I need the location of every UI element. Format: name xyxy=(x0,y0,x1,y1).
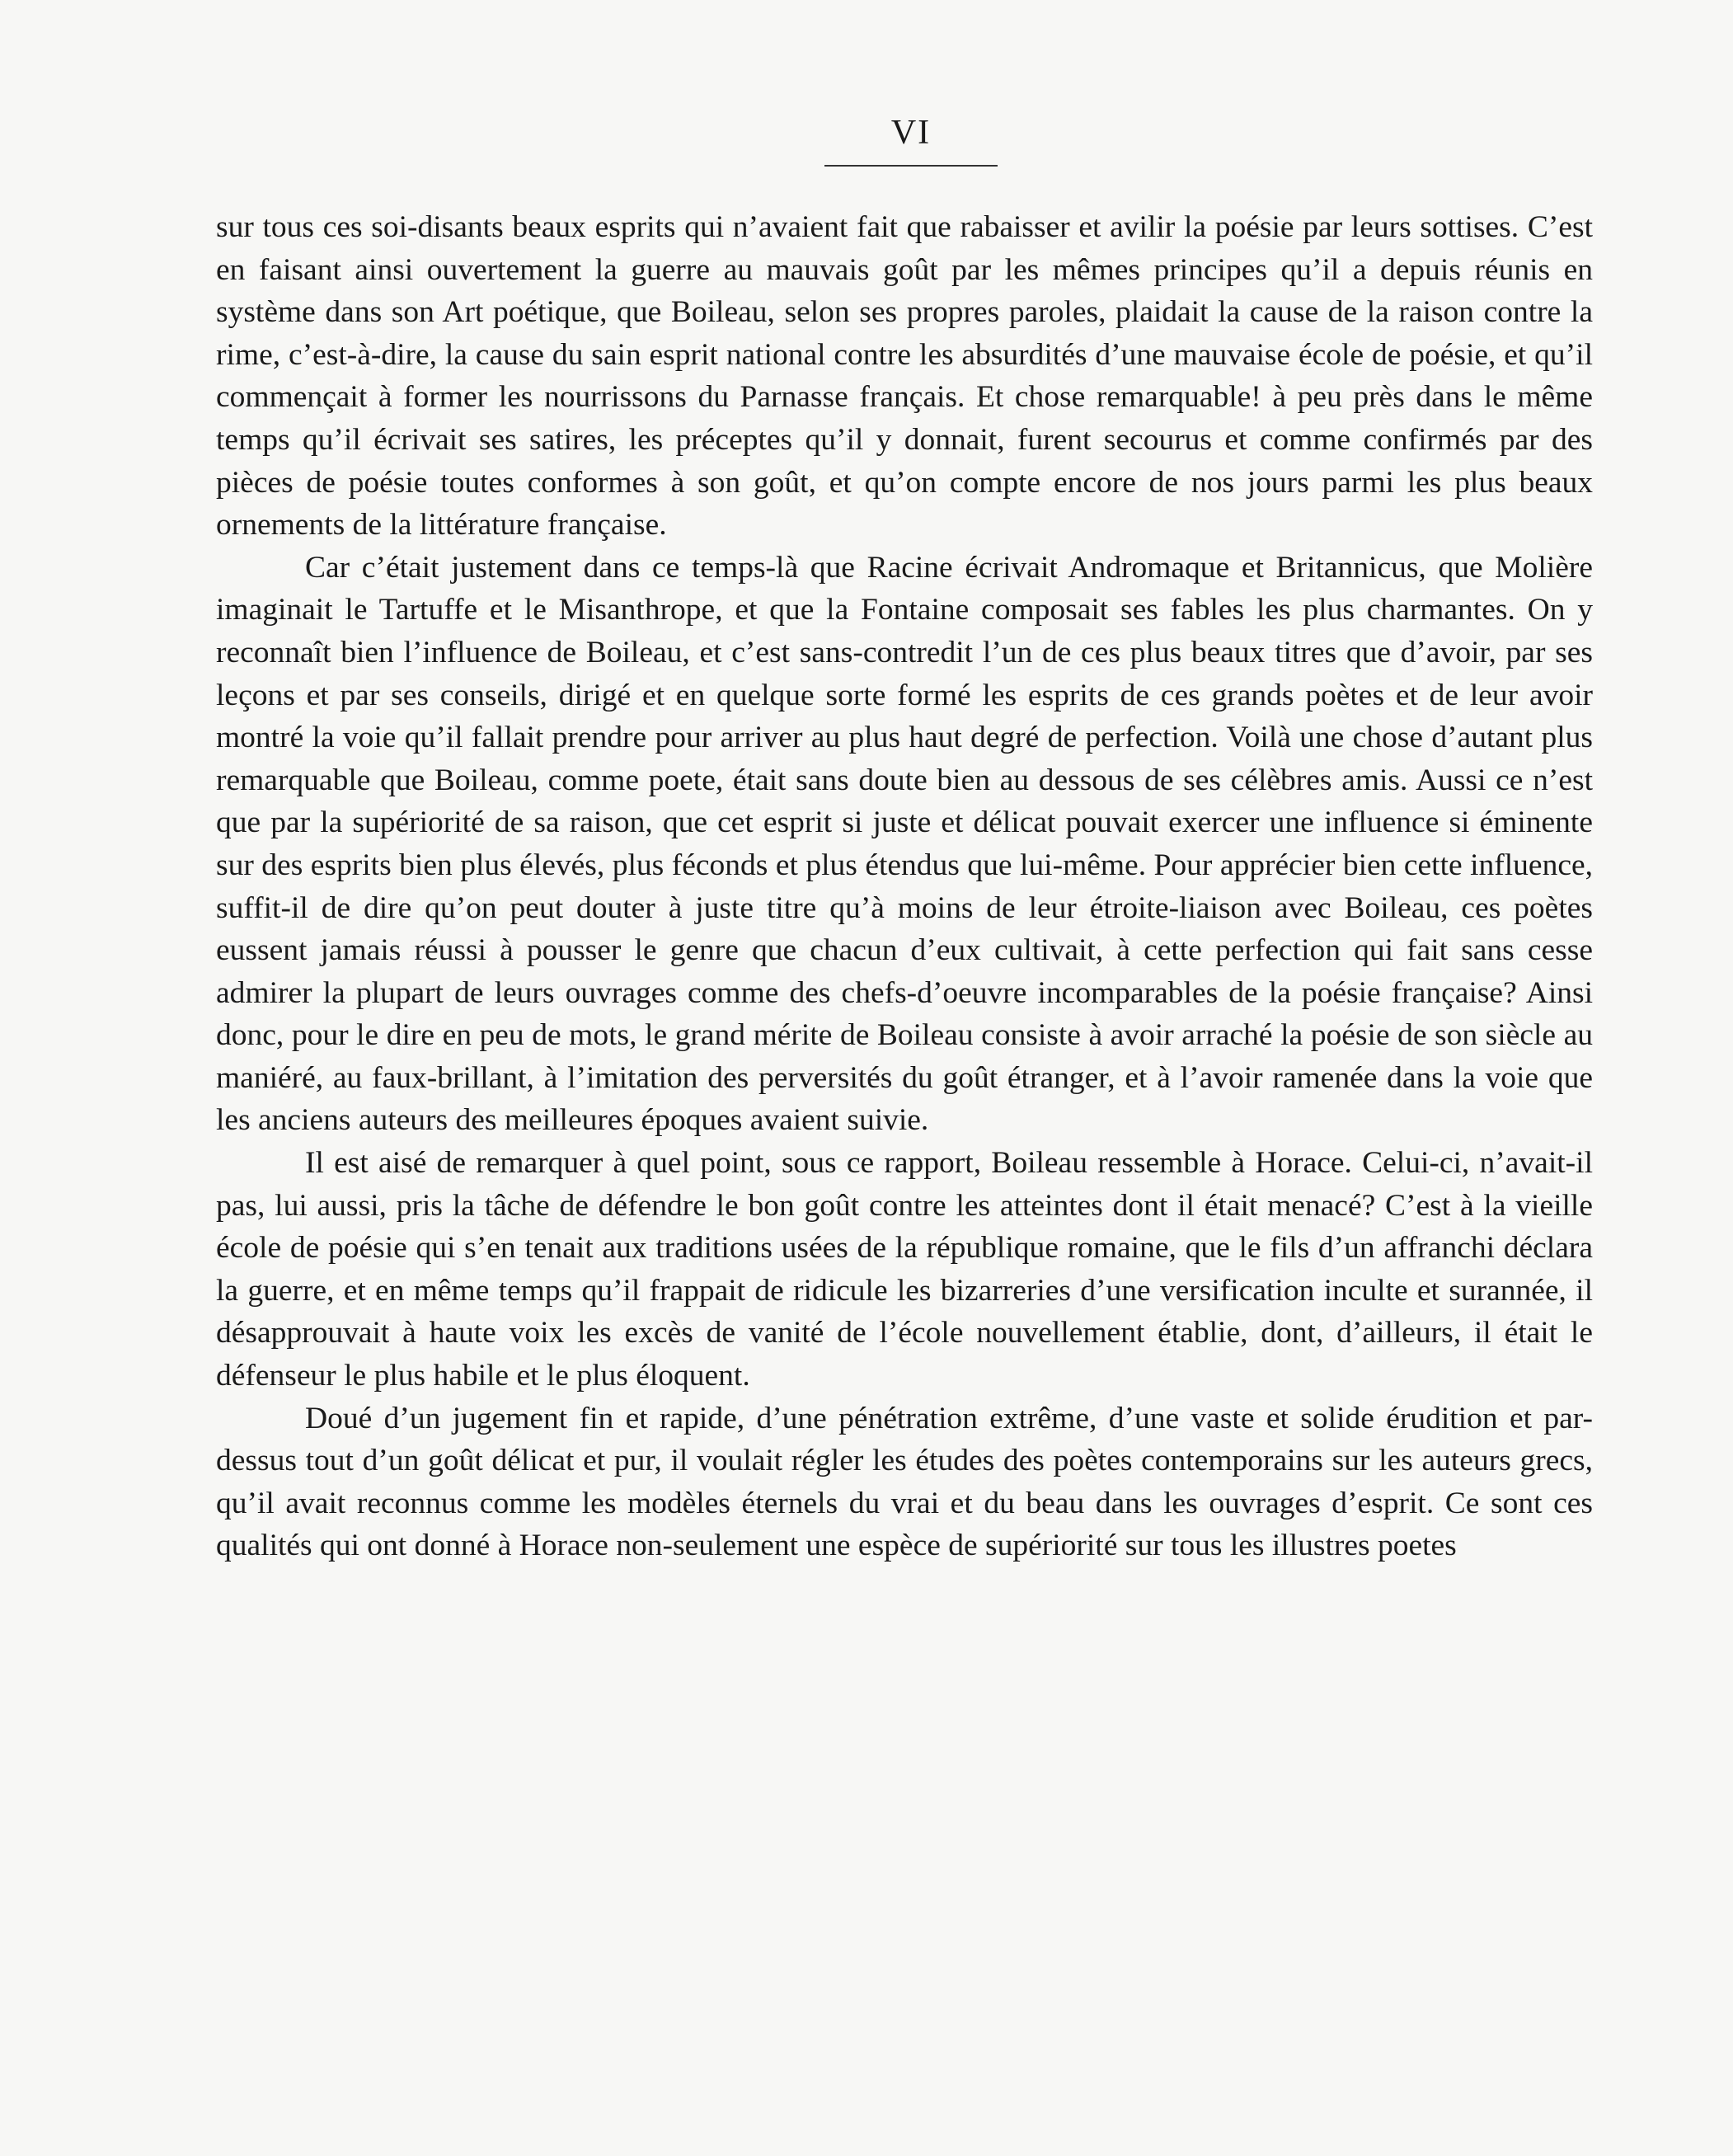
paragraph: Il est aisé de remarquer à quel point, sous ce rapport, Boileau ressemble à Horace. Celui-ci, n’avait-il pas, lui aussi, pris la tâche de défendre le bon goût contre les atteintes dont il était menacé? C’est à la vieille école de poésie qui s’en tenait aux traditions usées de la république romaine, que le fils d’un affranchi déclara la guerre, et en même temps qu’il frappait de ridicule les bizarreries d’une versification inculte et surannée, il désapprouvait à haute voix les excès de vanité de l’école nouvellement établie, dont, d’ailleurs, il était le défenseur le plus habile et le plus éloquent. xyxy=(216,1146,1593,1393)
paragraph: Car c’était justement dans ce temps-là que Racine écrivait Andromaque et Britannicus, que Molière imaginait le Tartuffe et le Misanthrope, et que la Fontaine composait ses fables les plus charmantes. On y reconnaît bien l’influence de Boileau, et c’est sans-contredit l’un de ces plus beaux titres que d’avoir, par ses leçons et par ses conseils, dirigé et en quelque sorte formé les esprits de ces grands poètes et de leur avoir montré la voie qu’il fallait prendre pour arriver au plus haut degré de perfection. Voilà une chose d’autant plus remarquable que Boileau, comme poete, était sans doute bien au dessous de ses célèbres amis. Aussi ce n’est que par la supériorité de sa raison, que cet esprit si juste et délicat pouvait exercer une influence si éminente sur des esprits bien plus élevés, plus féconds et plus étendus que lui-même. Pour apprécier bien cette influence, suffit-il de dire qu’on peut douter à juste titre qu’à moins de leur étroite-liaison avec Boileau, ces poètes eussent jamais réussi à pousser le genre que chacun d’eux cultivait, à cette perfection qui fait sans cesse admirer la plupart de leurs ouvrages comme des chefs-d’oeuvre incomparables de la poésie française? Ainsi donc, pour le dire en peu de mots, le grand mérite de Boileau consiste à avoir arraché la poésie de son siècle au maniéré, au faux-brillant, à l’imitation des perversités du goût étranger, et à l’avoir ramenée dans la voie que les anciens auteurs des meilleures époques avaient suivie. xyxy=(216,550,1593,1138)
header-rule xyxy=(824,165,998,167)
paragraph: Doué d’un jugement fin et rapide, d’une pénétration extrême, d’une vaste et solide érudition et par-dessus tout d’un goût délicat et pur, il voulait régler les études des poètes contemporains sur les auteurs grecs, qu’il avait reconnus comme les modèles éternels du vrai et du beau dans les ouvrages d’esprit. Ce sont ces qualités qui ont donné à Horace non-seulement une espèce de supériorité sur tous les illustres poetes xyxy=(216,1401,1593,1563)
page-number: VI xyxy=(890,114,932,152)
paragraph-continued: sur tous ces soi-disants beaux esprits qui n’avaient fait que rabaisser et avilir la poésie par leurs sottises. C’est en faisant ainsi ouvertement la guerre au mauvais goût par les mêmes principes qu’il a depuis réunis en système dans son Art poétique, que Boileau, selon ses propres paroles, plaidait la cause de la raison contre la rime, c’est-à-dire, la cause du sain esprit national contre les absurdités d’une mauvaise école de poésie, et qu’il commençait à former les nourrissons du Parnasse français. Et chose remarquable! à peu près dans le même temps qu’il écrivait ses satires, les préceptes qu’il y donnait, furent secourus et comme confirmés par des pièces de poésie toutes conformes à son goût, et qu’on compte encore de nos jours parmi les plus beaux ornements de la littérature française. xyxy=(216,210,1593,543)
body-text xyxy=(216,206,1593,1567)
